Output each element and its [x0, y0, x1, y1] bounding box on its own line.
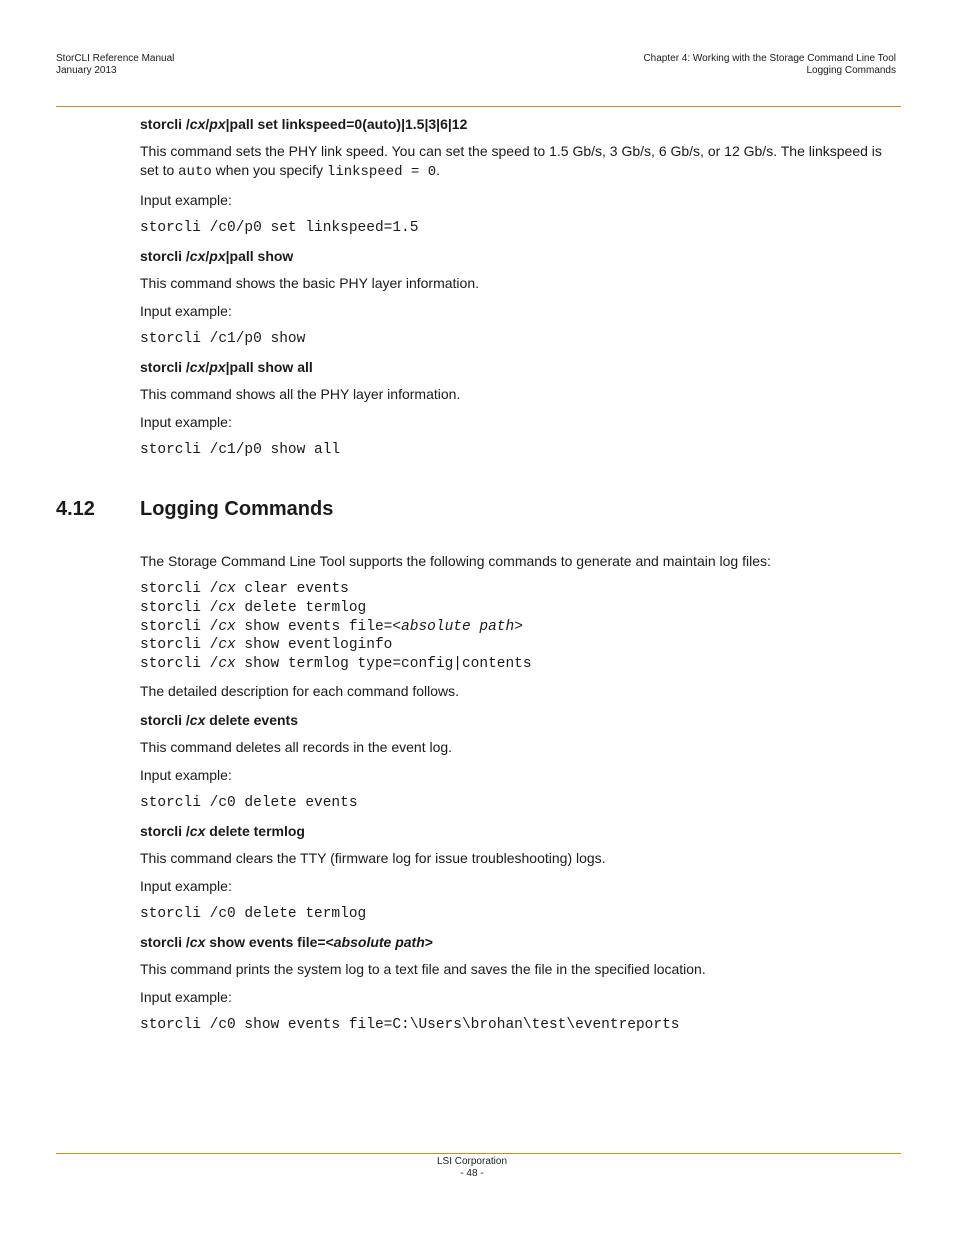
section-title: Logging Commands	[140, 498, 334, 520]
heading-show-events-file	[140, 932, 892, 952]
heading-text: storcli /	[140, 711, 190, 728]
heading-text: show events file=<	[205, 933, 334, 950]
code-example: storcli /c0 show events file=C:\Users\brohan\test\eventreports	[140, 1016, 680, 1033]
heading-var: cx	[189, 359, 206, 375]
linkspeed-description	[140, 142, 892, 182]
heading-var: px	[209, 359, 226, 375]
command-line	[140, 599, 892, 618]
logging-intro: The Storage Command Line Tool supports the following commands to generate and maintain log files:	[140, 553, 771, 569]
doc-date: January 2013	[56, 65, 117, 76]
code-text: storcli /	[140, 637, 219, 654]
code-text: show termlog type=config|contents	[235, 656, 532, 673]
heading-text: /	[205, 116, 210, 132]
input-label: Input example:	[140, 303, 232, 319]
input-label: Input example:	[140, 988, 232, 1005]
chapter-title: Chapter 4: Working with the Storage Command Line Tool	[643, 53, 896, 64]
heading-text: |pall show all	[225, 359, 313, 375]
header-rule	[56, 106, 901, 107]
heading-var: px	[209, 248, 226, 264]
heading-text: storcli /	[140, 248, 190, 264]
code-var: cx	[218, 599, 236, 616]
heading-text: >	[424, 933, 433, 950]
text: when you specify	[211, 162, 327, 178]
delete-events-description: This command deletes all records in the event log.	[140, 738, 453, 755]
command-list	[140, 580, 892, 674]
footer-rule	[56, 1153, 901, 1154]
command-line	[140, 618, 892, 637]
code-example: storcli /c1/p0 show all	[140, 442, 341, 458]
code-text: storcli /	[140, 599, 219, 616]
heading-var: cx	[189, 822, 206, 839]
code-text: show events file=<	[235, 618, 402, 635]
heading-text: /	[205, 359, 210, 375]
code-var: absolute path	[401, 618, 515, 635]
show-events-file-description: This command prints the system log to a text file and saves the file in the specified location.	[140, 960, 706, 977]
footer-company: LSI Corporation	[436, 1156, 508, 1167]
heading-phy-show	[140, 246, 892, 266]
input-label: Input example:	[140, 414, 232, 430]
code-text: storcli /	[140, 618, 219, 635]
page-footer	[0, 1156, 944, 1180]
command-line	[140, 636, 892, 655]
text: This command sets the PHY link speed. You can set the speed to 1.5 Gb/s, 3 Gb/s, 6 Gb/s, or 12 Gb/s. The linkspeed is set to	[140, 143, 882, 178]
heading-var: absolute path	[333, 933, 425, 950]
code-example: storcli /c0/p0 set linkspeed=1.5	[140, 220, 419, 236]
code-text: >	[514, 618, 523, 635]
section-number: 4.12	[56, 498, 95, 520]
delete-termlog-description: This command clears the TTY (firmware log for issue troubleshooting) logs.	[140, 849, 606, 866]
code-text: clear events	[235, 581, 349, 597]
heading-delete-events	[140, 710, 892, 730]
heading-text: delete events	[205, 711, 298, 728]
section-heading	[56, 498, 892, 524]
code-var: cx	[218, 656, 236, 673]
heading-text: /	[205, 248, 210, 264]
code-text: show eventloginfo	[235, 637, 393, 654]
code-example: storcli /c0 delete termlog	[140, 905, 367, 922]
input-label: Input example:	[140, 192, 232, 208]
code-text: storcli /	[140, 656, 219, 673]
code-var: cx	[218, 581, 236, 597]
doc-title: StorCLI Reference Manual	[56, 53, 175, 64]
page-content	[56, 114, 892, 1043]
code-text: delete termlog	[235, 599, 367, 616]
running-header-left	[56, 53, 174, 77]
command-line	[140, 655, 892, 674]
heading-var: cx	[189, 248, 206, 264]
code-example: storcli /c1/p0 show	[140, 331, 306, 347]
code-var: cx	[218, 618, 236, 635]
heading-text: storcli /	[140, 116, 190, 132]
heading-text: delete termlog	[205, 822, 305, 839]
input-label: Input example:	[140, 877, 232, 894]
phy-show-all-description: This command shows all the PHY layer information.	[140, 386, 461, 402]
heading-phy-show-all	[140, 357, 892, 377]
section-title: Logging Commands	[806, 65, 896, 76]
running-header-right	[643, 53, 896, 77]
code-var: cx	[218, 637, 236, 654]
code-text: storcli /	[140, 581, 219, 597]
code-example: storcli /c0 delete events	[140, 794, 358, 811]
heading-text: storcli /	[140, 822, 190, 839]
heading-var: cx	[189, 711, 206, 728]
heading-var: cx	[189, 933, 206, 950]
heading-text: storcli /	[140, 933, 190, 950]
heading-text: |pall show	[225, 248, 294, 264]
inline-code: auto	[178, 164, 212, 180]
heading-var: cx	[189, 116, 206, 132]
heading-text: storcli /	[140, 359, 190, 375]
input-label: Input example:	[140, 766, 232, 783]
heading-var: px	[209, 116, 226, 132]
command-line	[140, 580, 892, 599]
heading-text: |pall set linkspeed=0(auto)|1.5|3|6|12	[225, 116, 468, 132]
page-number: - 48 -	[460, 1168, 484, 1179]
heading-linkspeed	[140, 114, 892, 134]
text: .	[436, 162, 441, 178]
logging-follows: The detailed description for each command follows.	[140, 682, 460, 699]
phy-show-description: This command shows the basic PHY layer information.	[140, 275, 479, 291]
heading-delete-termlog	[140, 821, 892, 841]
inline-code: linkspeed = 0	[326, 164, 437, 180]
